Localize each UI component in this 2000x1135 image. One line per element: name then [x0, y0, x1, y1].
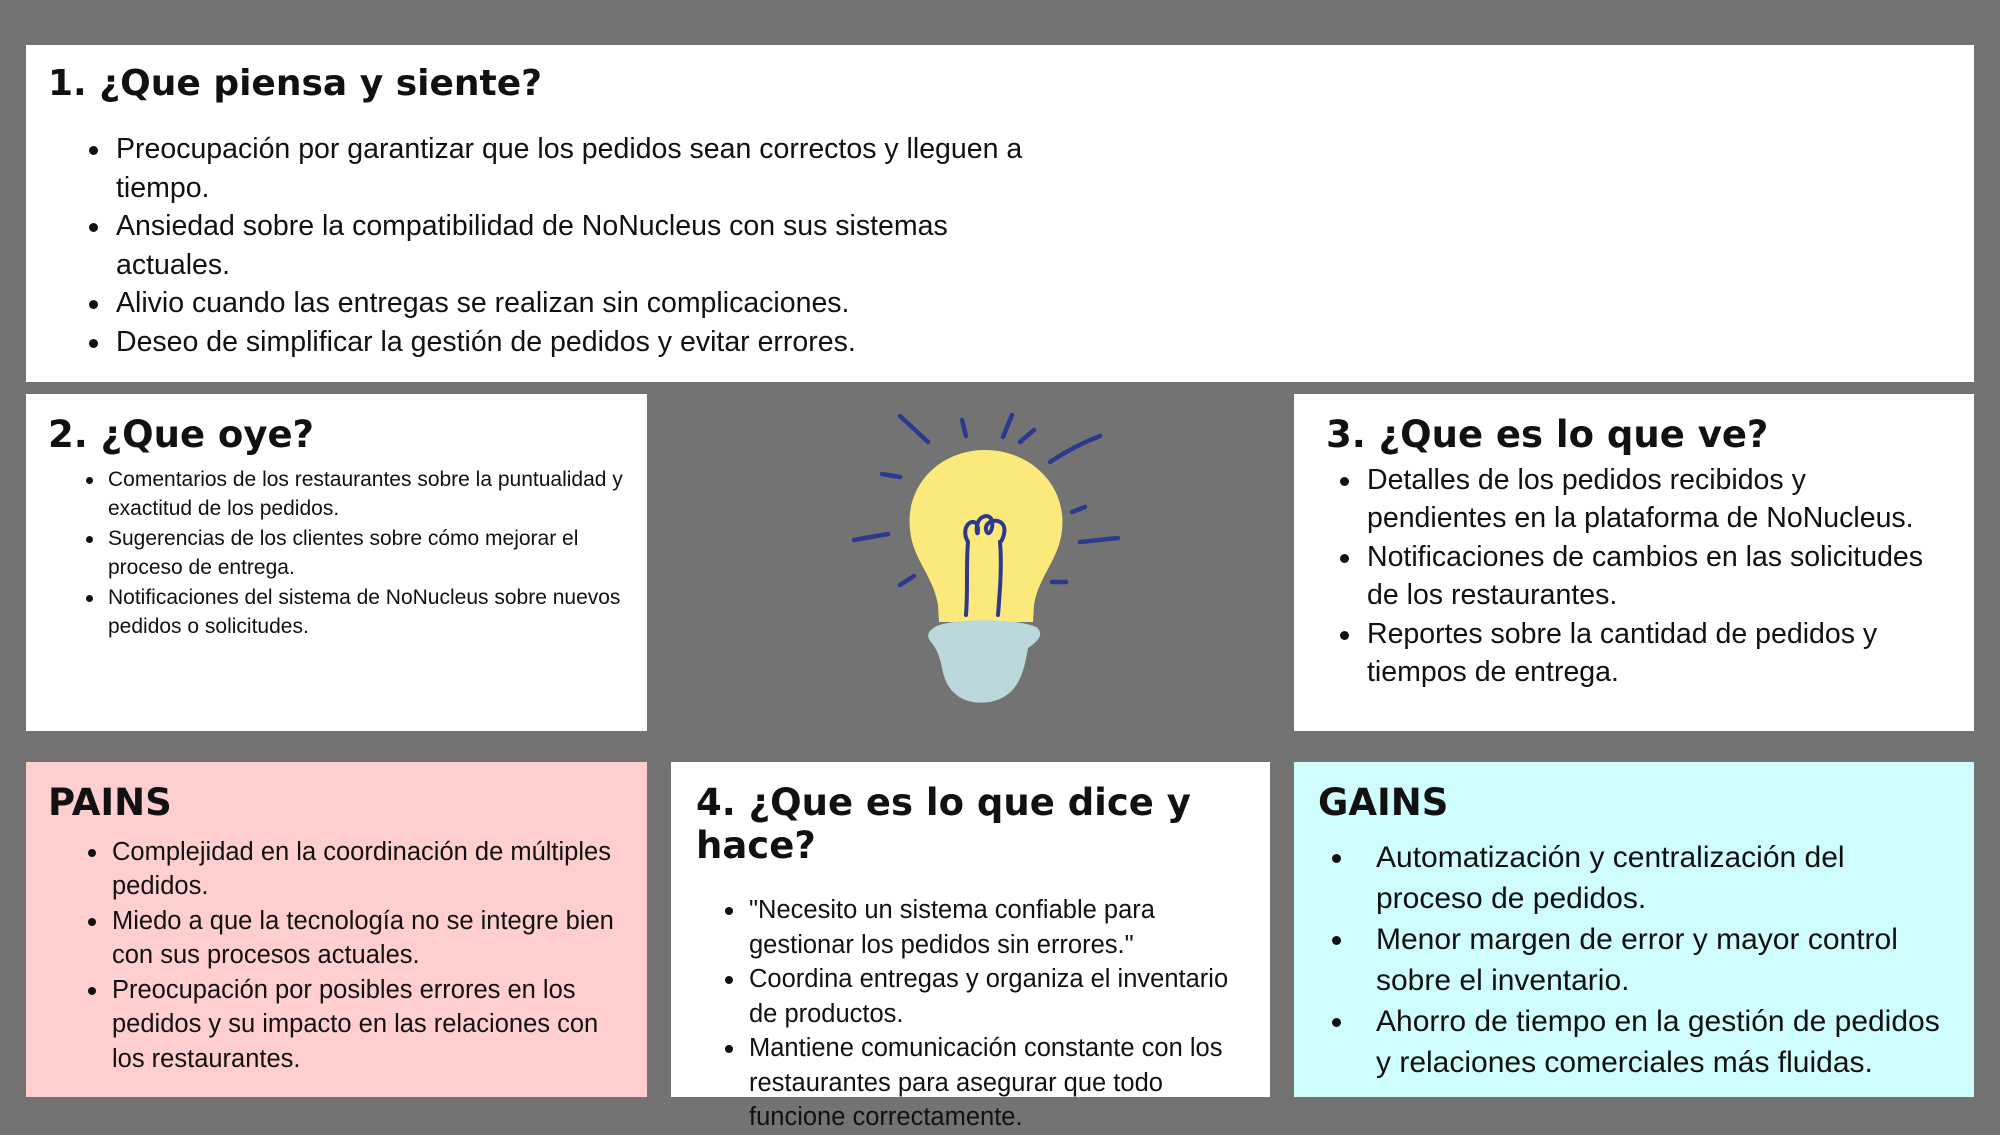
list-item: Comentarios de los restaurantes sobre la puntualidad y exactitud de los pedidos. — [48, 465, 638, 524]
pains-title: PAINS — [48, 781, 172, 824]
list-item: Reportes sobre la cantidad de pedidos y tiempos de entrega. — [1326, 615, 1942, 692]
list-item: Automatización y centralización del proceso de pedidos. — [1318, 837, 1950, 919]
ray-line — [900, 576, 914, 585]
list-item: Preocupación por posibles errores en los pedidos y su impacto en las relaciones con los restaurantes. — [48, 973, 625, 1077]
bulb-base — [928, 620, 1040, 702]
list-item: Notificaciones de cambios en las solicitudes de los restaurantes. — [1326, 538, 1942, 615]
list-item: Coordina entregas y organiza el inventario de productos. — [696, 962, 1245, 1031]
ray-line — [962, 420, 966, 436]
list-item: Ahorro de tiempo en la gestión de pedidos y relaciones comerciales más fluidas. — [1318, 1001, 1950, 1083]
says-does-title: 4. ¿Que es lo que dice y hace? — [696, 781, 1191, 867]
list-item: Alivio cuando las entregas se realizan sin complicaciones. — [48, 284, 1028, 323]
lightbulb-icon — [840, 400, 1130, 730]
sees-title: 3. ¿Que es lo que ve? — [1326, 413, 1769, 456]
thinks-feels-list — [48, 130, 1028, 361]
list-item: Detalles de los pedidos recibidos y pendientes en la plataforma de NoNucleus. — [1326, 461, 1942, 538]
bulb-glass — [910, 450, 1063, 622]
gains-list — [1318, 837, 1950, 1083]
says-does-list — [696, 893, 1245, 1135]
hears-card — [26, 394, 647, 731]
ray-line — [1003, 415, 1012, 437]
filament-line — [966, 542, 968, 615]
list-item: Preocupación por garantizar que los pedidos sean correctos y lleguen a tiempo. — [48, 130, 1028, 207]
list-item: Sugerencias de los clientes sobre cómo mejorar el proceso de entrega. — [48, 524, 638, 583]
ray-line — [900, 416, 928, 442]
ray-line — [882, 474, 900, 477]
sees-list — [1326, 461, 1942, 692]
ray-line — [854, 534, 888, 540]
list-item: Ansiedad sobre la compatibilidad de NoNucleus con sus sistemas actuales. — [48, 207, 1028, 284]
list-item: Complejidad en la coordinación de múltiples pedidos. — [48, 835, 625, 904]
list-item: Menor margen de error y mayor control sobre el inventario. — [1318, 919, 1950, 1001]
list-item: Mantiene comunicación constante con los restaurantes para asegurar que todo funcione correctamente. — [696, 1031, 1245, 1135]
ray-line — [1080, 538, 1118, 542]
sees-card — [1294, 394, 1974, 731]
thinks-feels-card — [26, 45, 1974, 382]
ray-line — [1072, 507, 1085, 512]
gains-title: GAINS — [1318, 781, 1449, 824]
says-does-card — [671, 762, 1270, 1132]
list-item: Deseo de simplificar la gestión de pedidos y evitar errores. — [48, 323, 1028, 362]
hears-title: 2. ¿Que oye? — [48, 413, 315, 456]
list-item: Miedo a que la tecnología no se integre bien con sus procesos actuales. — [48, 904, 625, 973]
thinks-feels-title: 1. ¿Que piensa y siente? — [48, 63, 543, 104]
hears-list — [48, 465, 638, 642]
ray-line — [1020, 430, 1034, 442]
gains-card — [1294, 762, 1974, 1097]
list-item: Notificaciones del sistema de NoNucleus sobre nuevos pedidos o solicitudes. — [48, 583, 638, 642]
pains-list — [48, 835, 625, 1077]
pains-card — [26, 762, 647, 1097]
ray-line — [1050, 436, 1100, 462]
list-item: "Necesito un sistema confiable para gestionar los pedidos sin errores." — [696, 893, 1245, 962]
